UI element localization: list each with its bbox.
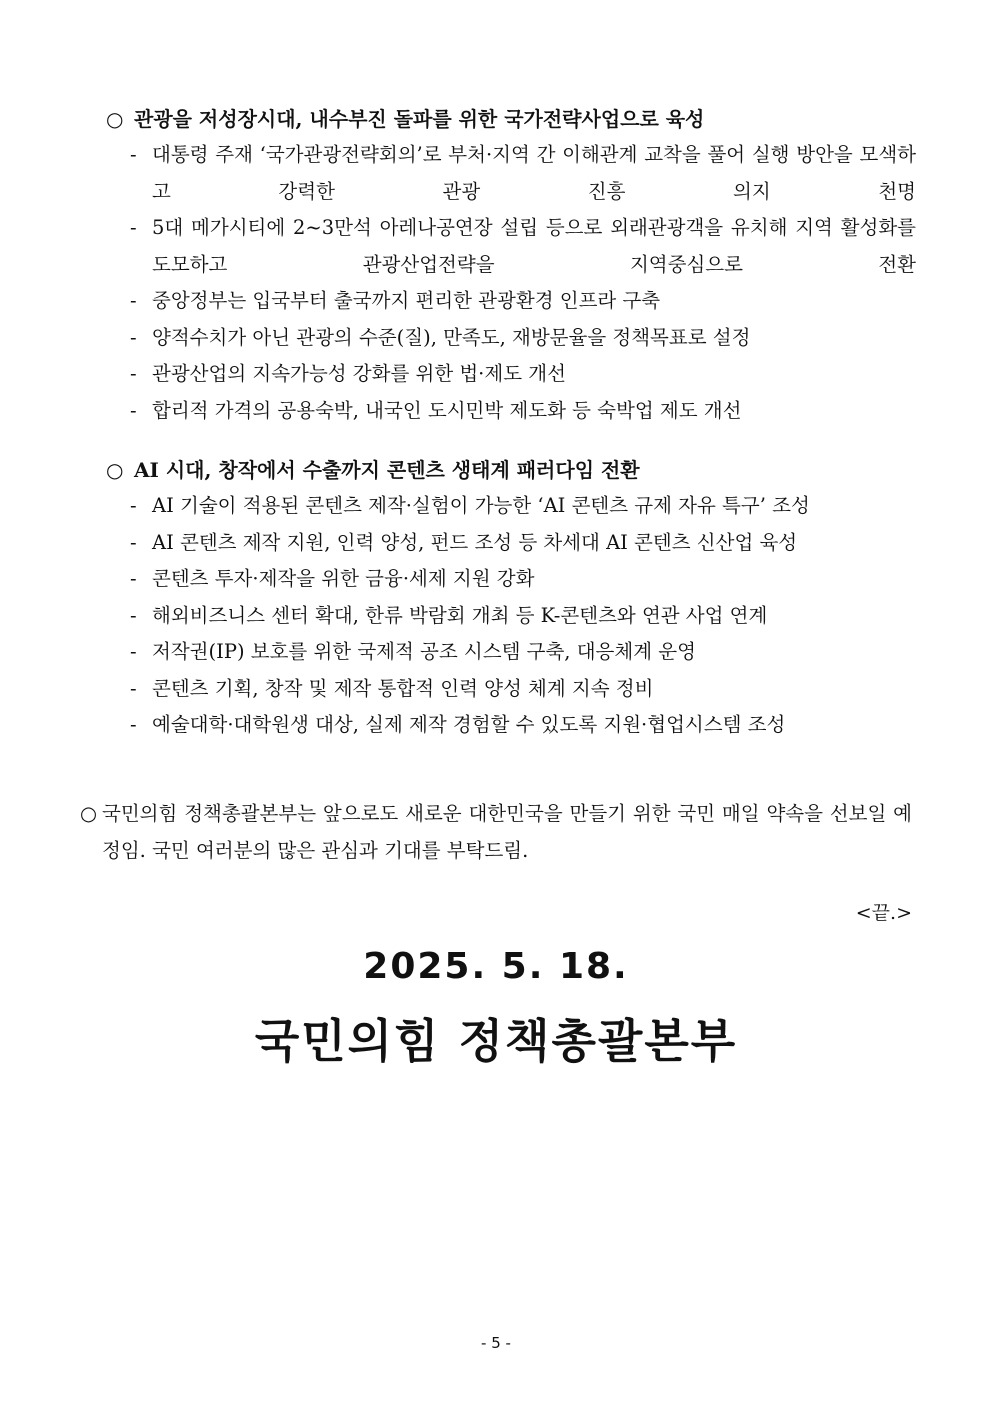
organization-name: 국민의힘 정책총괄본부 [254, 1014, 738, 1068]
list-item [106, 393, 916, 430]
dash-bullet-icon: - [130, 603, 137, 627]
dash-bullet-icon: - [130, 289, 137, 312]
closing-paragraph [80, 795, 912, 869]
dash-bullet-icon: - [130, 676, 137, 700]
dash-bullet-icon: - [130, 362, 137, 385]
circle-bullet-icon: ○ [80, 802, 98, 825]
list-item [106, 671, 916, 708]
end-mark: <끝.> [855, 902, 912, 924]
list-item-text: 중앙정부는 입국부터 출국까지 편리한 관광환경 인프라 구축 [152, 289, 661, 312]
list-item-text: 양적수치가 아닌 관광의 수준(질), 만족도, 재방문율을 정책목표로 설정 [152, 325, 751, 349]
dash-bullet-icon: - [130, 713, 137, 736]
section-title: AI 시대, 창작에서 수출까지 콘텐츠 생태계 패러다임 전환 [134, 458, 640, 482]
list-item-text: 관광산업의 지속가능성 강화를 위한 법·제도 개선 [152, 362, 566, 385]
list-item-text: AI 콘텐츠 제작 지원, 인력 양성, 펀드 조성 등 차세대 AI 콘텐츠 신산업 육성 [152, 530, 798, 554]
release-date: 2025. 5. 18. [363, 946, 629, 987]
list-item [106, 598, 916, 635]
dash-bullet-icon: - [130, 325, 137, 349]
list-item [106, 283, 916, 320]
list-item-text: 콘텐츠 기획, 창작 및 제작 통합적 인력 양성 체계 지속 정비 [152, 676, 654, 700]
list-item-text: AI 기술이 적용된 콘텐츠 제작·실험이 가능한 ‘AI 콘텐츠 규제 자유 특구’ 조성 [152, 494, 810, 517]
list-item-text: 저작권(IP) 보호를 위한 국제적 공조 시스템 구축, 대응체계 운영 [152, 640, 696, 663]
list-item-text: 콘텐츠 투자·제작을 위한 금융·세제 지원 강화 [152, 567, 535, 590]
list-item-text: 5대 메가시티에 2~3만석 아레나공연장 설립 등으로 외래관광객을 유치해 지역 활성화를 도모하고 관광산업전략을 지역중심으로 전환 [152, 216, 916, 276]
dash-bullet-icon: - [130, 640, 137, 663]
list-item-text: 예술대학·대학원생 대상, 실제 제작 경험할 수 있도록 지원·협업시스템 조성 [152, 713, 786, 736]
list-item [106, 561, 916, 598]
list-item [106, 634, 916, 671]
list-item-text: 대통령 주재 ‘국가관광전략회의’로 부처·지역 간 이해관계 교착을 풀어 실행 방안을 모색하고 강력한 관광 진흥 의지 천명 [152, 143, 916, 203]
dash-bullet-icon: - [130, 143, 137, 166]
list-item [106, 137, 916, 210]
section-title: 관광을 저성장시대, 내수부진 돌파를 위한 국가전략사업으로 육성 [134, 107, 705, 131]
circle-bullet-icon: ○ [106, 107, 124, 131]
list-item-text: 해외비즈니스 센터 확대, 한류 박람회 개최 등 K-콘텐츠와 연관 사업 연계 [152, 603, 768, 627]
list-item [106, 356, 916, 393]
page-number: - 5 - [481, 1334, 511, 1352]
list-item [106, 210, 916, 283]
list-item-text: 합리적 가격의 공용숙박, 내국인 도시민박 제도화 등 숙박업 제도 개선 [152, 398, 742, 422]
list-item [106, 488, 916, 525]
dash-bullet-icon: - [130, 398, 137, 422]
circle-bullet-icon: ○ [106, 458, 124, 482]
list-item [106, 525, 916, 562]
dash-bullet-icon: - [130, 216, 137, 239]
closing-text: 국민의힘 정책총괄본부는 앞으로도 새로운 대한민국을 만들기 위한 국민 매일 약속을 선보일 예정임. 국민 여러분의 많은 관심과 기대를 부탁드림. [102, 802, 912, 862]
section-heading [106, 452, 916, 488]
dash-bullet-icon: - [130, 494, 137, 517]
list-item [106, 707, 916, 744]
dash-bullet-icon: - [130, 530, 137, 554]
section-content-ai [106, 452, 916, 744]
dash-bullet-icon: - [130, 567, 137, 590]
section-tourism [106, 101, 916, 429]
section-heading [106, 101, 916, 137]
list-item [106, 320, 916, 357]
